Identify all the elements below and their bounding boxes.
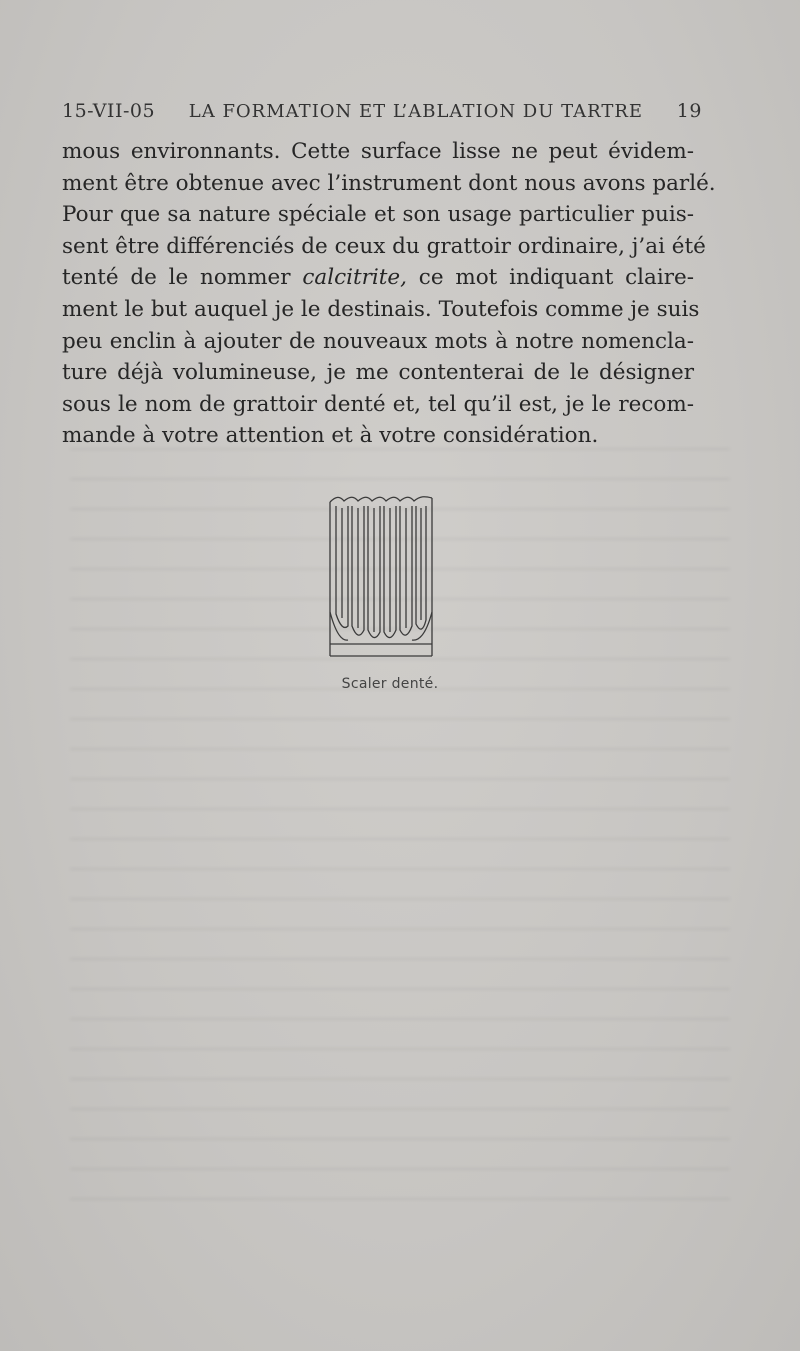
text-line-3: Pour que sa nature spéciale et son usage particulier puis- — [62, 202, 694, 228]
text-line-6: ment le but auquel je le destinais. Toutefois comme je suis — [62, 296, 700, 322]
body-paragraph — [62, 136, 716, 452]
italic-term: calcitrite, — [302, 265, 407, 291]
text-line-5 — [62, 262, 694, 294]
text-line-10: mande à votre attention et à votre considération. — [62, 423, 599, 449]
text-line-5-after: ce mot indiquant claire- — [407, 265, 694, 291]
text-line-2: ment être obtenue avec l’instrument dont nous avons parlé. — [62, 170, 716, 196]
page-number: 19 — [676, 100, 702, 122]
text-line-1: mous environnants. Cette surface lisse ne peut évidem- — [62, 139, 694, 164]
header-date: 15-VII-05 — [62, 100, 156, 122]
text-line-4: sent être différenciés de ceux du grattoir ordinaire, j’ai été — [62, 233, 706, 259]
text-line-5-before: tenté de le nommer — [62, 265, 303, 291]
figure-caption: Scaler denté. — [341, 676, 439, 692]
dental-scaler-illustration — [328, 494, 434, 658]
text-line-7: peu enclin à ajouter de nouveaux mots à notre nomencla- — [62, 328, 694, 354]
dental-scaler-icon — [328, 494, 434, 658]
header-title: LA FORMATION ET L’ABLATION DU TARTRE — [188, 101, 644, 122]
text-line-8: ture déjà volumineuse, je me contenterai de le désigner — [62, 360, 694, 386]
text-line-9: sous le nom de grattoir denté et, tel qu’il est, je le recom- — [62, 391, 694, 417]
running-header — [62, 100, 702, 122]
